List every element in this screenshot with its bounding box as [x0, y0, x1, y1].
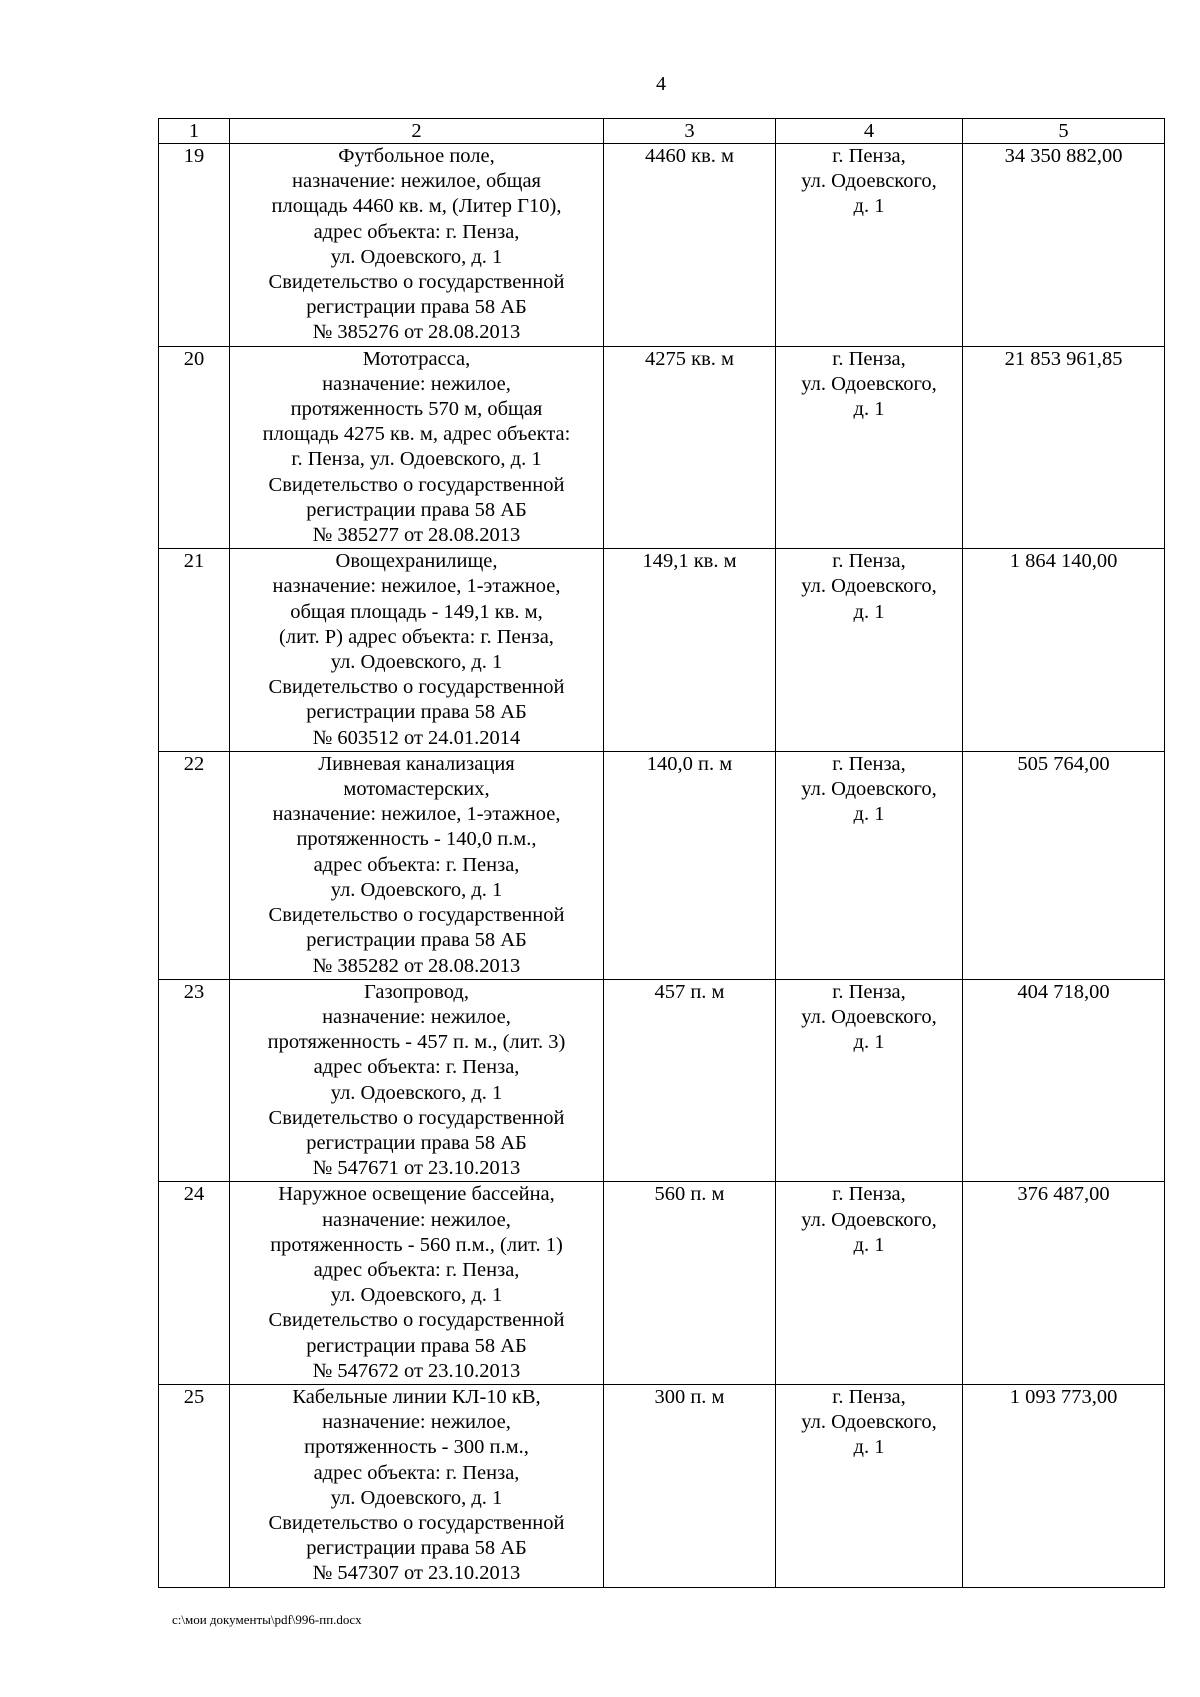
page-number: 4: [656, 73, 666, 95]
table-row: [159, 549, 1165, 752]
row-value-cell: 505 764,00: [963, 751, 1165, 979]
row-address-cell: г. Пенза, ул. Одоевского, д. 1: [776, 346, 963, 549]
row-description-cell: Ливневая канализация мотомастерских, назначение: нежилое, 1-этажное, протяженность - 140,0 п.м., адрес объекта: г. Пенза, ул. Одоевского, д. 1 Свидетельство о государственной регистрации права 58 АБ № 385282 от 28.08.2013: [230, 751, 604, 979]
row-size-cell: 149,1 кв. м: [604, 549, 776, 752]
row-size-cell: 457 п. м: [604, 979, 776, 1182]
table-row: [159, 979, 1165, 1182]
row-value-cell: 404 718,00: [963, 979, 1165, 1182]
row-value-cell: 1 093 773,00: [963, 1384, 1165, 1587]
row-value-cell: 376 487,00: [963, 1182, 1165, 1385]
row-number-cell: 22: [159, 751, 230, 979]
row-number-cell: 24: [159, 1182, 230, 1385]
row-address-cell: г. Пенза, ул. Одоевского, д. 1: [776, 549, 963, 752]
column-header-description: 2: [230, 119, 604, 144]
row-address-cell: г. Пенза, ул. Одоевского, д. 1: [776, 1384, 963, 1587]
row-address-cell: г. Пенза, ул. Одоевского, д. 1: [776, 751, 963, 979]
row-size-cell: 560 п. м: [604, 1182, 776, 1385]
column-header-value: 5: [963, 119, 1165, 144]
column-header-size: 3: [604, 119, 776, 144]
table-row: [159, 346, 1165, 549]
table-row: [159, 144, 1165, 347]
row-address-cell: г. Пенза, ул. Одоевского, д. 1: [776, 144, 963, 347]
row-value-cell: 1 864 140,00: [963, 549, 1165, 752]
row-size-cell: 300 п. м: [604, 1384, 776, 1587]
row-description-cell: Овощехранилище, назначение: нежилое, 1-этажное, общая площадь - 149,1 кв. м, (лит. Р) адрес объекта: г. Пенза, ул. Одоевского, д. 1 Свидетельство о государственной регистрации права 58 АБ № 603512 от 24.01.2014: [230, 549, 604, 752]
row-size-cell: 4275 кв. м: [604, 346, 776, 549]
row-number-cell: 21: [159, 549, 230, 752]
row-size-cell: 140,0 п. м: [604, 751, 776, 979]
property-table: [158, 118, 1165, 1588]
row-value-cell: 34 350 882,00: [963, 144, 1165, 347]
row-description-cell: Наружное освещение бассейна, назначение: нежилое, протяженность - 560 п.м., (лит. 1) адрес объекта: г. Пенза, ул. Одоевского, д. 1 Свидетельство о государственной регистрации права 58 АБ № 547672 от 23.10.2013: [230, 1182, 604, 1385]
row-address-cell: г. Пенза, ул. Одоевского, д. 1: [776, 1182, 963, 1385]
column-header-number: 1: [159, 119, 230, 144]
footer-file-path: c:\мои документы\pdf\996-пп.docx: [172, 1612, 362, 1627]
row-description-cell: Кабельные линии КЛ-10 кВ, назначение: нежилое, протяженность - 300 п.м., адрес объекта: г. Пенза, ул. Одоевского, д. 1 Свидетельство о государственной регистрации права 58 АБ № 547307 от 23.10.2013: [230, 1384, 604, 1587]
row-address-cell: г. Пенза, ул. Одоевского, д. 1: [776, 979, 963, 1182]
row-number-cell: 20: [159, 346, 230, 549]
row-description-cell: Мототрасса, назначение: нежилое, протяженность 570 м, общая площадь 4275 кв. м, адрес объекта: г. Пенза, ул. Одоевского, д. 1 Свидетельство о государственной регистрации права 58 АБ № 385277 от 28.08.2013: [230, 346, 604, 549]
table-row: [159, 1182, 1165, 1385]
row-number-cell: 19: [159, 144, 230, 347]
table-row: [159, 751, 1165, 979]
row-value-cell: 21 853 961,85: [963, 346, 1165, 549]
table-header-row: [159, 119, 1165, 144]
column-header-address: 4: [776, 119, 963, 144]
row-number-cell: 25: [159, 1384, 230, 1587]
row-description-cell: Футбольное поле, назначение: нежилое, общая площадь 4460 кв. м, (Литер Г10), адрес объекта: г. Пенза, ул. Одоевского, д. 1 Свидетельство о государственной регистрации права 58 АБ № 385276 от 28.08.2013: [230, 144, 604, 347]
table-row: [159, 1384, 1165, 1587]
row-size-cell: 4460 кв. м: [604, 144, 776, 347]
row-description-cell: Газопровод, назначение: нежилое, протяженность - 457 п. м., (лит. 3) адрес объекта: г. Пенза, ул. Одоевского, д. 1 Свидетельство о государственной регистрации права 58 АБ № 547671 от 23.10.2013: [230, 979, 604, 1182]
row-number-cell: 23: [159, 979, 230, 1182]
